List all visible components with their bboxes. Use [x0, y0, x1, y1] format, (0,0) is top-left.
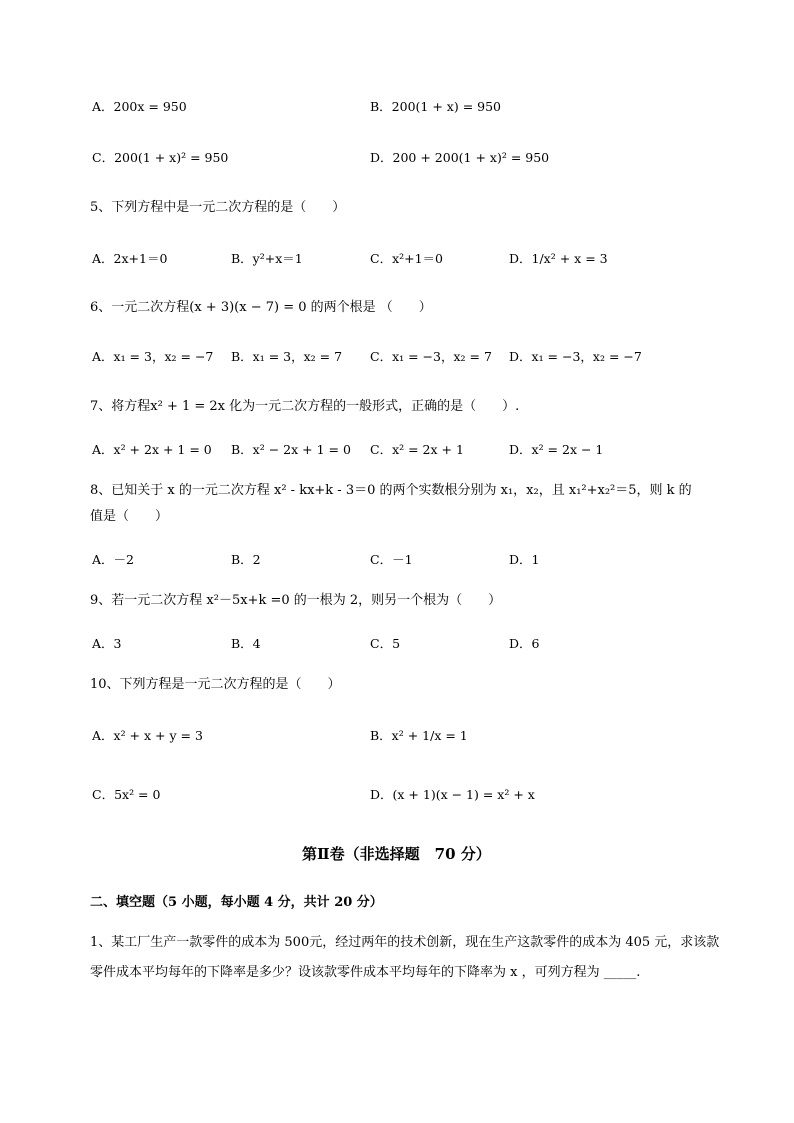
q4-option-a: A．200x = 950 — [92, 99, 187, 114]
q6-option-a: A．x₁ = 3，x₂ = −7 — [92, 349, 214, 364]
q9-stem: 9、若一元二次方程 x²－5x+k =0 的一根为 2，则另一个根为（ ） — [90, 593, 502, 608]
q8-option-a: A．－2 — [92, 552, 134, 567]
q9-option-b: B．4 — [231, 636, 261, 651]
section2-title: 二、填空题（5 小题，每小题 4 分，共计 20 分） — [90, 895, 383, 910]
q6-stem: 6、一元二次方程(x + 3)(x − 7) = 0 的两个根是 （ ） — [90, 300, 432, 315]
q8-stem-line2: 值是（ ） — [90, 509, 169, 524]
q5-option-d: D．1/x² + x = 3 — [509, 251, 608, 266]
part2-title: 第Ⅱ卷（非选择题 70 分） — [302, 845, 491, 863]
q9-option-d: D．6 — [509, 636, 540, 651]
q10-option-d: D．(x + 1)(x − 1) = x² + x — [370, 787, 535, 802]
q8-option-c: C．－1 — [370, 552, 413, 567]
q10-option-a: A．x² + x + y = 3 — [92, 728, 203, 743]
q5-option-c: C．x²+1＝0 — [370, 251, 444, 266]
q9-option-a: A．3 — [92, 636, 122, 651]
q5-option-b: B．y²+x＝1 — [231, 251, 303, 266]
q7-option-b: B．x² − 2x + 1 = 0 — [231, 442, 351, 457]
q9-option-c: C．5 — [370, 636, 401, 651]
q10-option-b: B．x² + 1/x = 1 — [370, 728, 468, 743]
q8-option-d: D．1 — [509, 552, 540, 567]
fill1-text: 1、某工厂生产一款零件的成本为 500元，经过两年的技术创新，现在生产这款零件的成本为 405 元，求该款零件成本平均每年的下降率是多少？设该款零件成本平均每年的下降率为 x ，可列方程为 _____. — [90, 935, 720, 980]
q4-option-c: C．200(1 + x)² = 950 — [92, 150, 229, 165]
q10-stem: 10、下列方程是一元二次方程的是（ ） — [90, 677, 341, 692]
q4-option-b: B．200(1 + x) = 950 — [370, 99, 501, 114]
q7-option-d: D．x² = 2x − 1 — [509, 442, 604, 457]
q8-stem-line1: 8、已知关于 x 的一元二次方程 x² - kx+k - 3＝0 的两个实数根分别为 x₁，x₂，且 x₁²+x₂²＝5，则 k 的 — [90, 483, 692, 498]
q6-option-d: D．x₁ = −3，x₂ = −7 — [509, 349, 642, 364]
q7-stem: 7、将方程x² + 1 = 2x 化为一元二次方程的一般形式，正确的是（ ）. — [90, 399, 520, 414]
q5-option-a: A．2x+1＝0 — [92, 251, 168, 266]
q4-option-d: D．200 + 200(1 + x)² = 950 — [370, 150, 550, 165]
q8-option-b: B．2 — [231, 552, 261, 567]
q7-option-c: C．x² = 2x + 1 — [370, 442, 464, 457]
q5-stem: 5、下列方程中是一元二次方程的是（ ） — [90, 200, 346, 215]
q10-option-c: C．5x² = 0 — [92, 787, 161, 802]
q6-option-c: C．x₁ = −3，x₂ = 7 — [370, 349, 492, 364]
q7-option-a: A．x² + 2x + 1 = 0 — [92, 442, 212, 457]
q6-option-b: B．x₁ = 3，x₂ = 7 — [231, 349, 343, 364]
